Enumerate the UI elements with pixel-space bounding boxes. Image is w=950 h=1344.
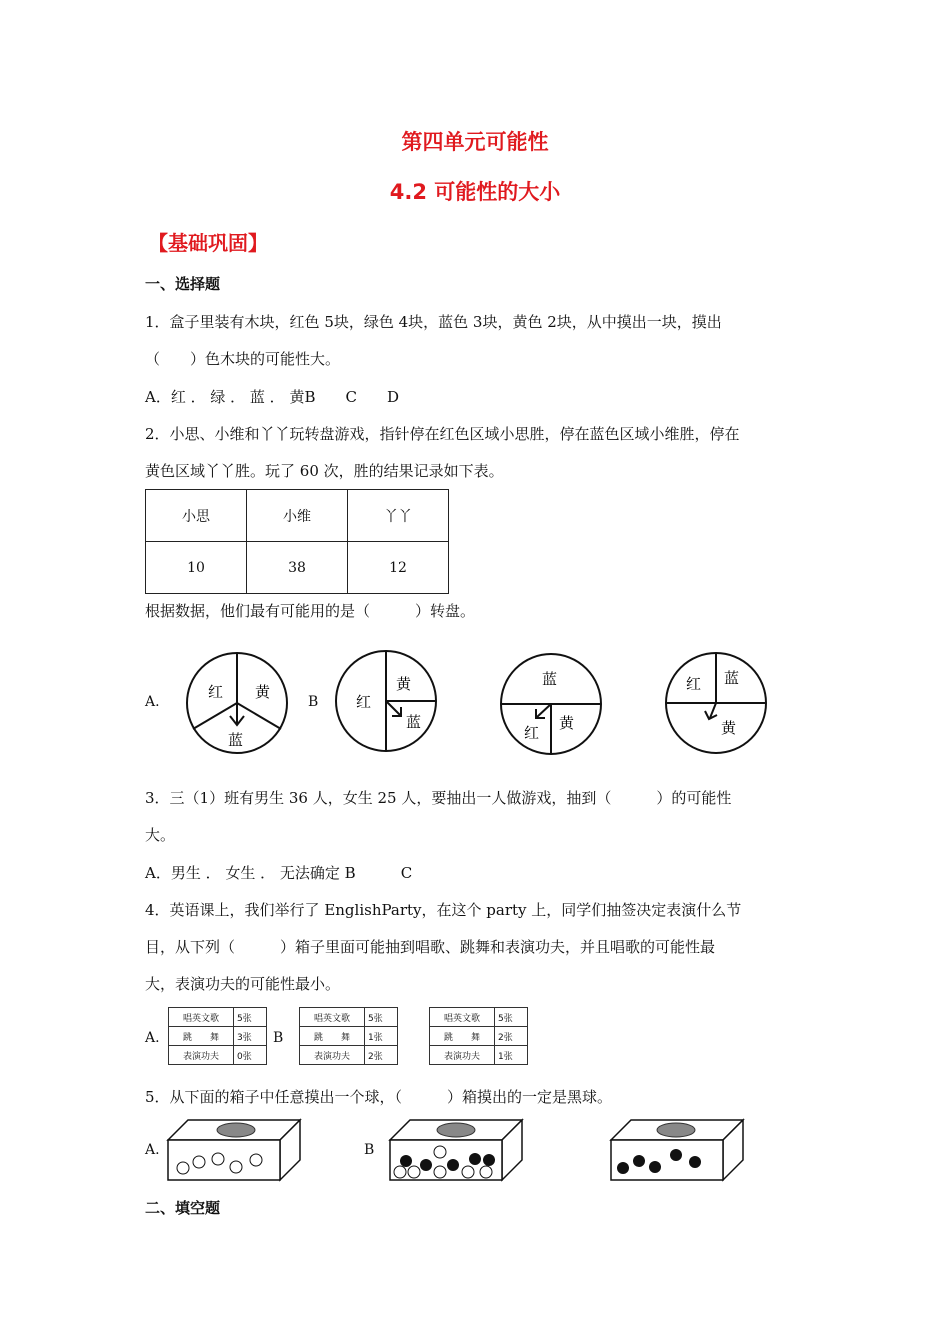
spinner-label: 黄 — [255, 683, 271, 701]
table-row — [146, 542, 449, 594]
black-ball — [447, 1159, 459, 1171]
q2-label-a: A. — [145, 694, 160, 710]
table-row — [300, 1046, 398, 1065]
table-row — [300, 1008, 398, 1027]
table-cell: 2张 — [365, 1046, 398, 1065]
q2-line3: 根据数据，他们最有可能用的是（ ）转盘。 — [145, 602, 476, 620]
spinner-c — [499, 652, 603, 756]
table-cell: 10 — [146, 542, 247, 594]
spinner-label: 红 — [686, 675, 702, 693]
table-header-cell: 小维 — [247, 490, 348, 542]
table-cell: 5张 — [365, 1008, 398, 1027]
table-row — [430, 1027, 528, 1046]
ball-box-a — [166, 1118, 302, 1182]
white-ball — [408, 1166, 420, 1178]
black-ball — [483, 1154, 495, 1166]
pointer-arrow — [537, 704, 551, 717]
q2-line2: 黄色区域丫丫胜。玩了 60 次，胜的结果记录如下表。 — [145, 462, 504, 480]
part2-heading: 二、填空题 — [145, 1199, 221, 1217]
page-title: 第四单元可能性 — [401, 130, 549, 154]
q5-line1: 5．从下面的箱子中任意摸出一个球，（ ）箱摸出的一定是黑球。 — [145, 1088, 613, 1106]
white-ball — [480, 1166, 492, 1178]
spinner-label: 蓝 — [406, 713, 422, 731]
white-ball — [434, 1166, 446, 1178]
spinner-label: 黄 — [559, 714, 575, 732]
section-title: 【基础巩固】 — [148, 231, 268, 255]
q1-line2: （ ）色木块的可能性大。 — [145, 350, 341, 368]
table-row — [430, 1008, 528, 1027]
spinner-d — [664, 651, 768, 755]
ball-box-b — [388, 1118, 524, 1182]
spinner-label: 红 — [524, 724, 540, 742]
table-row — [146, 490, 449, 542]
spinner-b — [334, 649, 438, 753]
q4-line3: 大，表演功夫的可能性最小。 — [145, 975, 341, 993]
q1-options: A．红 ． 绿 ． 蓝 ． 黄B C D — [145, 388, 399, 406]
table-cell: 2张 — [495, 1027, 528, 1046]
table-cell: 唱英文歌 — [169, 1008, 234, 1027]
table-cell: 5张 — [495, 1008, 528, 1027]
table-cell: 3张 — [234, 1027, 267, 1046]
lottery-table-a — [168, 1007, 267, 1065]
box-hole — [657, 1123, 695, 1137]
q3-line2: 大。 — [145, 826, 176, 844]
table-cell: 5张 — [234, 1008, 267, 1027]
black-ball — [469, 1153, 481, 1165]
q4-label-a: A. — [145, 1030, 160, 1046]
table-header-cell: 小思 — [146, 490, 247, 542]
black-ball — [633, 1155, 645, 1167]
spinner-label: 蓝 — [228, 731, 244, 749]
q4-label-b: B — [273, 1030, 284, 1046]
box-front — [611, 1140, 723, 1180]
black-ball — [670, 1149, 682, 1161]
lottery-table-b — [299, 1007, 398, 1065]
black-ball — [617, 1162, 629, 1174]
q4-line2: 目，从下列（ ）箱子里面可能抽到唱歌、跳舞和表演功夫，并且唱歌的可能性最 — [145, 938, 716, 956]
spinner-label: 蓝 — [542, 670, 558, 688]
black-ball — [420, 1159, 432, 1171]
white-ball — [250, 1154, 262, 1166]
table-row — [169, 1027, 267, 1046]
spinner-label: 红 — [208, 683, 224, 701]
table-row — [430, 1046, 528, 1065]
q2-line1: 2．小思、小维和丫丫玩转盘游戏，指针停在红色区域小思胜，停在蓝色区域小维胜，停在 — [145, 425, 740, 443]
table-cell: 表演功夫 — [169, 1046, 234, 1065]
spinner-a — [185, 651, 289, 755]
white-ball — [177, 1162, 189, 1174]
black-ball — [689, 1156, 701, 1168]
lottery-table-c — [429, 1007, 528, 1065]
black-ball — [649, 1161, 661, 1173]
table-cell: 跳 舞 — [169, 1027, 234, 1046]
table-cell: 1张 — [495, 1046, 528, 1065]
table-cell: 38 — [247, 542, 348, 594]
page-subtitle: 4.2 可能性的大小 — [389, 180, 561, 204]
table-header-cell: 丫丫 — [348, 490, 449, 542]
white-ball — [212, 1153, 224, 1165]
q5-label-b: B — [364, 1142, 375, 1158]
white-ball — [394, 1166, 406, 1178]
table-row — [169, 1046, 267, 1065]
q4-line1: 4．英语课上，我们举行了 EnglishParty，在这个 party 上，同学们抽签决定表演什么节 — [145, 901, 742, 919]
table-cell: 唱英文歌 — [430, 1008, 495, 1027]
q3-options: A．男生 ． 女生 ． 无法确定 B C — [145, 864, 413, 882]
white-ball — [434, 1146, 446, 1158]
table-cell: 12 — [348, 542, 449, 594]
table-cell: 唱英文歌 — [300, 1008, 365, 1027]
q2-label-b: B — [308, 694, 319, 710]
q5-label-a: A. — [145, 1142, 160, 1158]
part1-heading: 一、选择题 — [145, 275, 221, 293]
spinner-label: 红 — [356, 693, 372, 711]
white-ball — [230, 1161, 242, 1173]
q3-line1: 3．三（1）班有男生 36 人，女生 25 人，要抽出一人做游戏，抽到（ ）的可能性 — [145, 789, 732, 807]
table-cell: 跳 舞 — [430, 1027, 495, 1046]
table-cell: 1张 — [365, 1027, 398, 1046]
box-hole — [437, 1123, 475, 1137]
spinner-label: 黄 — [721, 719, 737, 737]
spinner-label: 蓝 — [724, 669, 740, 687]
results-table — [145, 489, 449, 594]
ball-box-c — [609, 1118, 745, 1182]
box-hole — [217, 1123, 255, 1137]
spinner-label: 黄 — [396, 675, 412, 693]
table-row — [169, 1008, 267, 1027]
table-cell: 表演功夫 — [430, 1046, 495, 1065]
table-cell: 0张 — [234, 1046, 267, 1065]
white-ball — [462, 1166, 474, 1178]
table-cell: 跳 舞 — [300, 1027, 365, 1046]
pointer-arrow — [386, 701, 400, 715]
table-row — [300, 1027, 398, 1046]
table-cell: 表演功夫 — [300, 1046, 365, 1065]
white-ball — [193, 1156, 205, 1168]
q1-line1: 1．盒子里装有木块，红色 5块，绿色 4块，蓝色 3块，黄色 2块，从中摸出一块，摸出 — [145, 313, 722, 331]
black-ball — [400, 1155, 412, 1167]
